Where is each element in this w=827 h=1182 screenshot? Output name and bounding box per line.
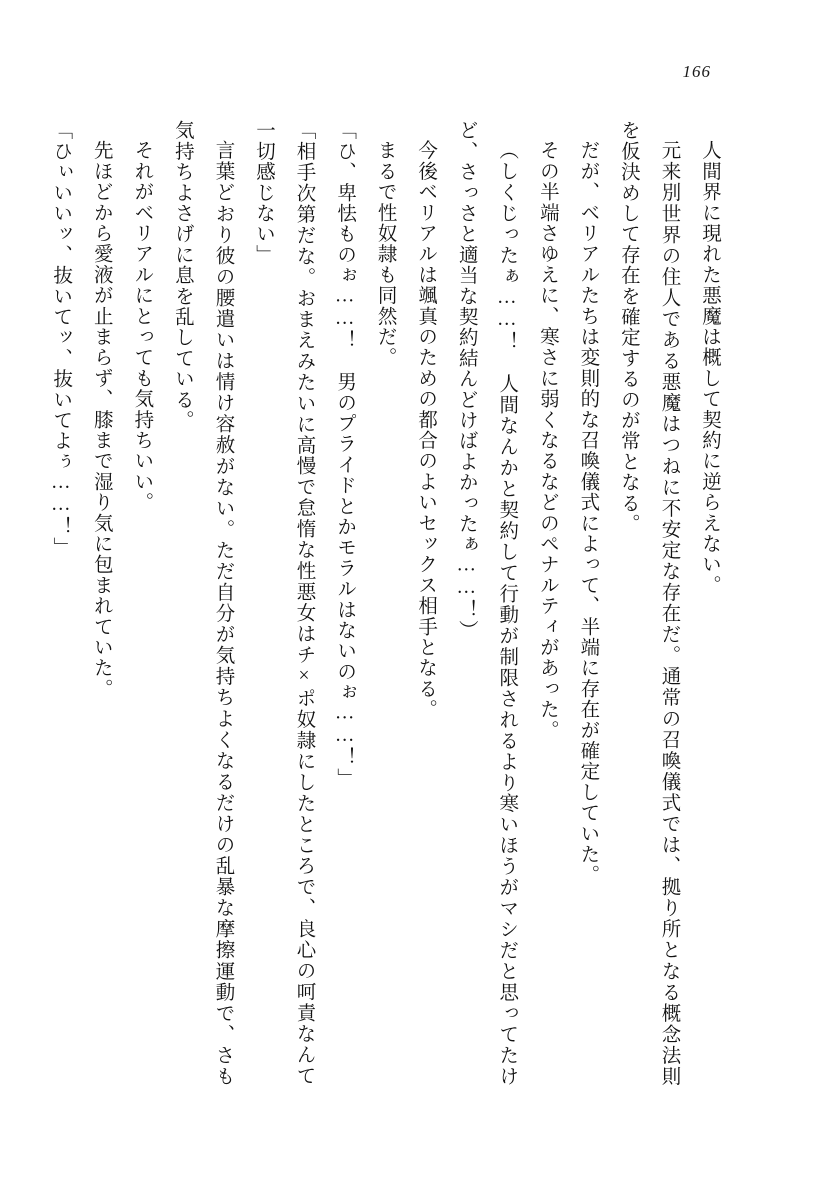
paragraph: （しくじったぁ……！ 人間なんかと契約して行動が制限されるより寒いほうがマシだと思ってたけど、さっさと適当な契約結んどけばよかったぁ……！） <box>455 120 518 1086</box>
page-body-text <box>50 120 729 1086</box>
page-number: 166 <box>682 62 711 81</box>
paragraph: だが、ベリアルたちは変則的な召喚儀式によって、半端に存在が確定していた。 <box>577 139 599 885</box>
paragraph: それがベリアルにとっても気持ちいい。 <box>131 139 153 513</box>
dialogue-line: 「ひぃいいッ、抜いてッ、抜いてよぅ……！」 <box>50 120 72 558</box>
paragraph: まるで性奴隷も同然だ。 <box>374 139 396 368</box>
paragraph: 今後ベリアルは颯真のための都合のよいセックス相手となる。 <box>415 139 437 720</box>
paragraph: 先ほどから愛液が止まらず、膝まで湿り気に包まれていた。 <box>90 139 112 699</box>
paragraph: 人間界に現れた悪魔は概して契約に逆らえない。 <box>699 139 720 595</box>
paragraph: 言葉どおり彼の腰遣いは情け容赦がない。ただ自分が気持ちよくなるだけの乱暴な摩擦運動で、さも気持ちよさげに息を乱している。 <box>171 120 234 1086</box>
paragraph: 元来別世界の住人である悪魔はつねに不安定な存在だ。通常の召喚儀式では、拠り所となる概念法則を仮決めして存在を確定するのが常となる。 <box>617 120 680 1086</box>
dialogue-line: 「ひ、卑怯ものぉ……！ 男のプライドとかモラルはないのぉ……！」 <box>334 120 356 789</box>
dialogue-line: 「相手次第だな。おまえみたいに高慢で怠惰な性悪女はチ×ポ奴隷にしたところで、良心の呵責なんて一切感じない」 <box>252 120 315 1086</box>
paragraph: その半端さゆえに、寒さに弱くなるなどのペナルティがあった。 <box>536 139 558 740</box>
